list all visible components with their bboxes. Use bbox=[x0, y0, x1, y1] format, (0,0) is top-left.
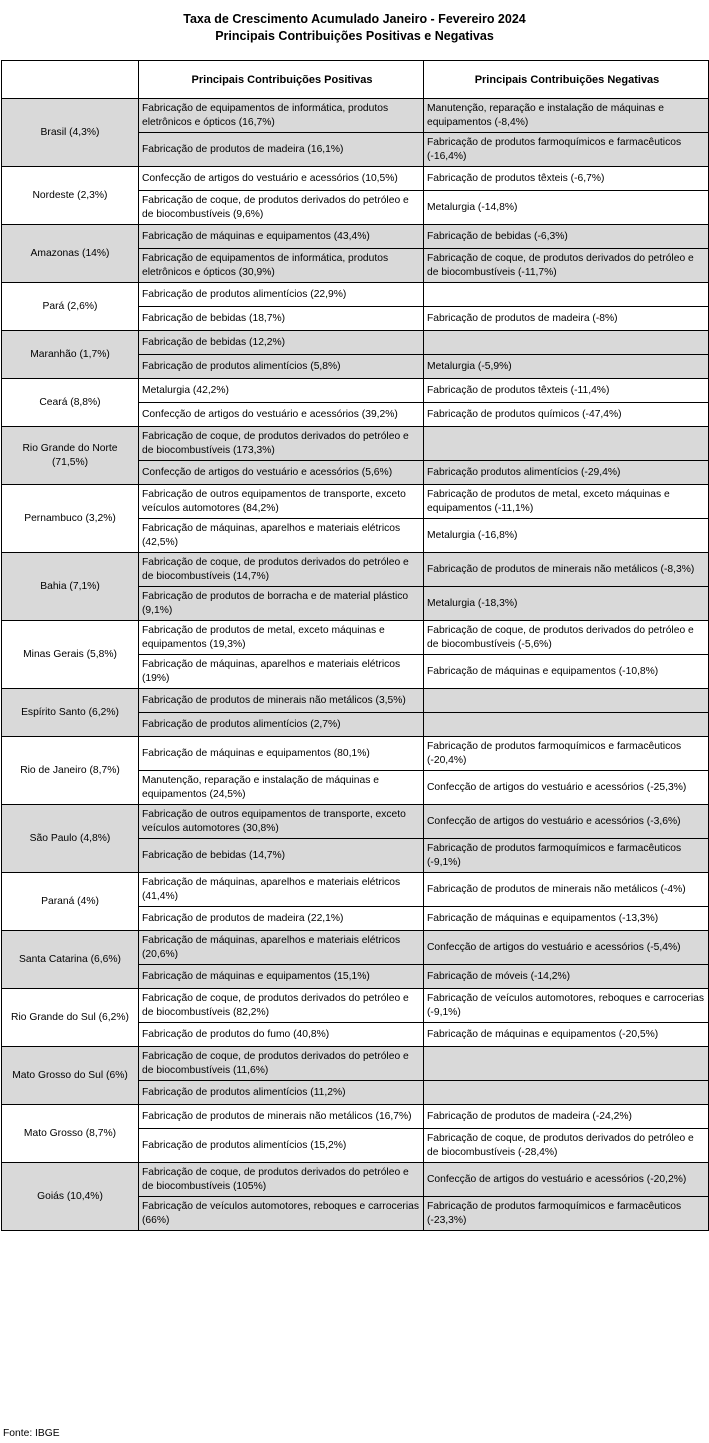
positive-contribution-cell: Fabricação de produtos alimentícios (2,7%) bbox=[139, 713, 424, 737]
positive-contribution-cell: Fabricação de bebidas (12,2%) bbox=[139, 331, 424, 355]
header-row bbox=[2, 61, 709, 99]
negative-contribution-cell: Metalurgia (-16,8%) bbox=[424, 519, 709, 553]
state-cell: Rio Grande do Norte (71,5%) bbox=[2, 427, 139, 485]
positive-contribution-cell: Confecção de artigos do vestuário e acessórios (10,5%) bbox=[139, 167, 424, 191]
positive-contribution-cell: Fabricação de produtos de metal, exceto máquinas e equipamentos (19,3%) bbox=[139, 621, 424, 655]
positive-contribution-cell: Confecção de artigos do vestuário e acessórios (5,6%) bbox=[139, 461, 424, 485]
positive-contribution-cell: Fabricação de outros equipamentos de transporte, exceto veículos automotores (84,2%) bbox=[139, 485, 424, 519]
table-row bbox=[2, 989, 709, 1023]
positive-contribution-cell: Fabricação de coque, de produtos derivados do petróleo e de biocombustíveis (9,6%) bbox=[139, 191, 424, 225]
table-row bbox=[2, 1105, 709, 1129]
positive-contribution-cell: Fabricação de coque, de produtos derivados do petróleo e de biocombustíveis (11,6%) bbox=[139, 1047, 424, 1081]
state-cell: Espírito Santo (6,2%) bbox=[2, 689, 139, 737]
negative-contribution-cell bbox=[424, 427, 709, 461]
negative-contribution-cell bbox=[424, 1047, 709, 1081]
state-cell: Rio de Janeiro (8,7%) bbox=[2, 737, 139, 805]
positive-contribution-cell: Fabricação de produtos alimentícios (15,2%) bbox=[139, 1129, 424, 1163]
negative-contribution-cell: Fabricação de coque, de produtos derivados do petróleo e de biocombustíveis (-5,6%) bbox=[424, 621, 709, 655]
table-subtitle: Principais Contribuições Positivas e Negativas bbox=[215, 29, 494, 43]
table-row bbox=[2, 873, 709, 907]
table-row bbox=[2, 1163, 709, 1197]
negative-contribution-cell: Fabricação de produtos químicos (-47,4%) bbox=[424, 403, 709, 427]
state-cell: Minas Gerais (5,8%) bbox=[2, 621, 139, 689]
negative-contribution-cell: Manutenção, reparação e instalação de máquinas e equipamentos (-8,4%) bbox=[424, 99, 709, 133]
negative-contribution-cell: Fabricação de produtos farmoquímicos e farmacêuticos (-16,4%) bbox=[424, 133, 709, 167]
positive-contribution-cell: Fabricação de produtos alimentícios (11,2%) bbox=[139, 1081, 424, 1105]
negative-contribution-cell: Fabricação de máquinas e equipamentos (-13,3%) bbox=[424, 907, 709, 931]
table-row bbox=[2, 737, 709, 771]
state-cell: Goiás (10,4%) bbox=[2, 1163, 139, 1231]
table-row bbox=[2, 553, 709, 587]
positive-contribution-cell: Fabricação de máquinas, aparelhos e materiais elétricos (41,4%) bbox=[139, 873, 424, 907]
positive-contribution-cell: Fabricação de máquinas, aparelhos e materiais elétricos (19%) bbox=[139, 655, 424, 689]
positive-contribution-cell: Fabricação de produtos de madeira (16,1%) bbox=[139, 133, 424, 167]
table-row bbox=[2, 331, 709, 355]
positive-contribution-cell: Confecção de artigos do vestuário e acessórios (39,2%) bbox=[139, 403, 424, 427]
negative-contribution-cell: Fabricação de produtos farmoquímicos e farmacêuticos (-23,3%) bbox=[424, 1197, 709, 1231]
table-row bbox=[2, 427, 709, 461]
table-row bbox=[2, 485, 709, 519]
positive-contribution-cell: Fabricação de produtos de minerais não metálicos (3,5%) bbox=[139, 689, 424, 713]
negative-contribution-cell: Fabricação de coque, de produtos derivados do petróleo e de biocombustíveis (-11,7%) bbox=[424, 249, 709, 283]
negative-contribution-cell: Fabricação de bebidas (-6,3%) bbox=[424, 225, 709, 249]
negative-contribution-cell: Fabricação de veículos automotores, reboques e carrocerias (-9,1%) bbox=[424, 989, 709, 1023]
positive-contribution-cell: Fabricação de bebidas (18,7%) bbox=[139, 307, 424, 331]
table-row bbox=[2, 283, 709, 307]
negative-contribution-cell: Fabricação de coque, de produtos derivados do petróleo e de biocombustíveis (-28,4%) bbox=[424, 1129, 709, 1163]
positive-contribution-cell: Manutenção, reparação e instalação de máquinas e equipamentos (24,5%) bbox=[139, 771, 424, 805]
negative-contribution-cell: Fabricação produtos alimentícios (-29,4%) bbox=[424, 461, 709, 485]
positive-contribution-cell: Fabricação de coque, de produtos derivados do petróleo e de biocombustíveis (173,3%) bbox=[139, 427, 424, 461]
positive-contribution-cell: Fabricação de máquinas, aparelhos e materiais elétricos (20,6%) bbox=[139, 931, 424, 965]
negative-contribution-cell: Fabricação de produtos de madeira (-24,2%) bbox=[424, 1105, 709, 1129]
state-cell: Pará (2,6%) bbox=[2, 283, 139, 331]
state-cell: Santa Catarina (6,6%) bbox=[2, 931, 139, 989]
negative-contribution-cell: Fabricação de móveis (-14,2%) bbox=[424, 965, 709, 989]
negative-contribution-cell: Fabricação de produtos farmoquímicos e farmacêuticos (-20,4%) bbox=[424, 737, 709, 771]
negative-contribution-cell: Metalurgia (-18,3%) bbox=[424, 587, 709, 621]
positive-contribution-cell: Fabricação de máquinas e equipamentos (43,4%) bbox=[139, 225, 424, 249]
negative-contribution-cell bbox=[424, 689, 709, 713]
positive-contribution-cell: Fabricação de equipamentos de informática, produtos eletrônicos e ópticos (16,7%) bbox=[139, 99, 424, 133]
state-cell: Pernambuco (3,2%) bbox=[2, 485, 139, 553]
positive-contribution-cell: Fabricação de produtos de minerais não metálicos (16,7%) bbox=[139, 1105, 424, 1129]
state-cell: Mato Grosso (8,7%) bbox=[2, 1105, 139, 1163]
state-cell: Brasil (4,3%) bbox=[2, 99, 139, 167]
negative-contribution-cell: Metalurgia (-5,9%) bbox=[424, 355, 709, 379]
table-row bbox=[2, 225, 709, 249]
positive-contribution-cell: Fabricação de coque, de produtos derivados do petróleo e de biocombustíveis (82,2%) bbox=[139, 989, 424, 1023]
source-note: Fonte: IBGE bbox=[3, 1428, 60, 1439]
negative-contribution-cell: Fabricação de produtos farmoquímicos e farmacêuticos (-9,1%) bbox=[424, 839, 709, 873]
positive-contribution-cell: Fabricação de produtos do fumo (40,8%) bbox=[139, 1023, 424, 1047]
state-cell: Paraná (4%) bbox=[2, 873, 139, 931]
negative-contribution-cell: Fabricação de máquinas e equipamentos (-10,8%) bbox=[424, 655, 709, 689]
state-cell: Amazonas (14%) bbox=[2, 225, 139, 283]
table-row bbox=[2, 379, 709, 403]
contributions-table bbox=[1, 60, 709, 1231]
state-cell: Maranhão (1,7%) bbox=[2, 331, 139, 379]
positive-contribution-cell: Fabricação de produtos alimentícios (5,8%) bbox=[139, 355, 424, 379]
header-positive: Principais Contribuições Positivas bbox=[139, 61, 424, 99]
table-row bbox=[2, 931, 709, 965]
table-body bbox=[2, 99, 709, 1231]
negative-contribution-cell: Fabricação de produtos de minerais não metálicos (-8,3%) bbox=[424, 553, 709, 587]
positive-contribution-cell: Fabricação de outros equipamentos de transporte, exceto veículos automotores (30,8%) bbox=[139, 805, 424, 839]
negative-contribution-cell bbox=[424, 283, 709, 307]
title-block bbox=[0, 0, 709, 49]
negative-contribution-cell bbox=[424, 331, 709, 355]
negative-contribution-cell: Metalurgia (-14,8%) bbox=[424, 191, 709, 225]
header-negative: Principais Contribuições Negativas bbox=[424, 61, 709, 99]
table-row bbox=[2, 621, 709, 655]
negative-contribution-cell: Confecção de artigos do vestuário e acessórios (-3,6%) bbox=[424, 805, 709, 839]
negative-contribution-cell: Confecção de artigos do vestuário e acessórios (-5,4%) bbox=[424, 931, 709, 965]
positive-contribution-cell: Fabricação de máquinas, aparelhos e materiais elétricos (42,5%) bbox=[139, 519, 424, 553]
negative-contribution-cell: Fabricação de máquinas e equipamentos (-20,5%) bbox=[424, 1023, 709, 1047]
table-row bbox=[2, 689, 709, 713]
negative-contribution-cell: Fabricação de produtos de minerais não metálicos (-4%) bbox=[424, 873, 709, 907]
negative-contribution-cell: Fabricação de produtos de madeira (-8%) bbox=[424, 307, 709, 331]
negative-contribution-cell bbox=[424, 1081, 709, 1105]
state-cell: Mato Grosso do Sul (6%) bbox=[2, 1047, 139, 1105]
negative-contribution-cell: Confecção de artigos do vestuário e acessórios (-25,3%) bbox=[424, 771, 709, 805]
negative-contribution-cell: Fabricação de produtos têxteis (-11,4%) bbox=[424, 379, 709, 403]
negative-contribution-cell: Fabricação de produtos de metal, exceto máquinas e equipamentos (-11,1%) bbox=[424, 485, 709, 519]
state-cell: Nordeste (2,3%) bbox=[2, 167, 139, 225]
state-cell: São Paulo (4,8%) bbox=[2, 805, 139, 873]
positive-contribution-cell: Fabricação de equipamentos de informática, produtos eletrônicos e ópticos (30,9%) bbox=[139, 249, 424, 283]
positive-contribution-cell: Fabricação de produtos de madeira (22,1%) bbox=[139, 907, 424, 931]
positive-contribution-cell: Fabricação de coque, de produtos derivados do petróleo e de biocombustíveis (105%) bbox=[139, 1163, 424, 1197]
table-row bbox=[2, 1047, 709, 1081]
positive-contribution-cell: Fabricação de máquinas e equipamentos (80,1%) bbox=[139, 737, 424, 771]
positive-contribution-cell: Fabricação de produtos alimentícios (22,9%) bbox=[139, 283, 424, 307]
negative-contribution-cell: Confecção de artigos do vestuário e acessórios (-20,2%) bbox=[424, 1163, 709, 1197]
table-row bbox=[2, 99, 709, 133]
positive-contribution-cell: Fabricação de produtos de borracha e de material plástico (9,1%) bbox=[139, 587, 424, 621]
state-cell: Ceará (8,8%) bbox=[2, 379, 139, 427]
state-cell: Bahia (7,1%) bbox=[2, 553, 139, 621]
table-row bbox=[2, 805, 709, 839]
positive-contribution-cell: Fabricação de máquinas e equipamentos (15,1%) bbox=[139, 965, 424, 989]
positive-contribution-cell: Metalurgia (42,2%) bbox=[139, 379, 424, 403]
negative-contribution-cell bbox=[424, 713, 709, 737]
state-cell: Rio Grande do Sul (6,2%) bbox=[2, 989, 139, 1047]
positive-contribution-cell: Fabricação de bebidas (14,7%) bbox=[139, 839, 424, 873]
table-row bbox=[2, 167, 709, 191]
table-title: Taxa de Crescimento Acumulado Janeiro - Fevereiro 2024 bbox=[183, 12, 526, 26]
positive-contribution-cell: Fabricação de veículos automotores, reboques e carrocerias (66%) bbox=[139, 1197, 424, 1231]
positive-contribution-cell: Fabricação de coque, de produtos derivados do petróleo e de biocombustíveis (14,7%) bbox=[139, 553, 424, 587]
header-state bbox=[2, 61, 139, 99]
negative-contribution-cell: Fabricação de produtos têxteis (-6,7%) bbox=[424, 167, 709, 191]
